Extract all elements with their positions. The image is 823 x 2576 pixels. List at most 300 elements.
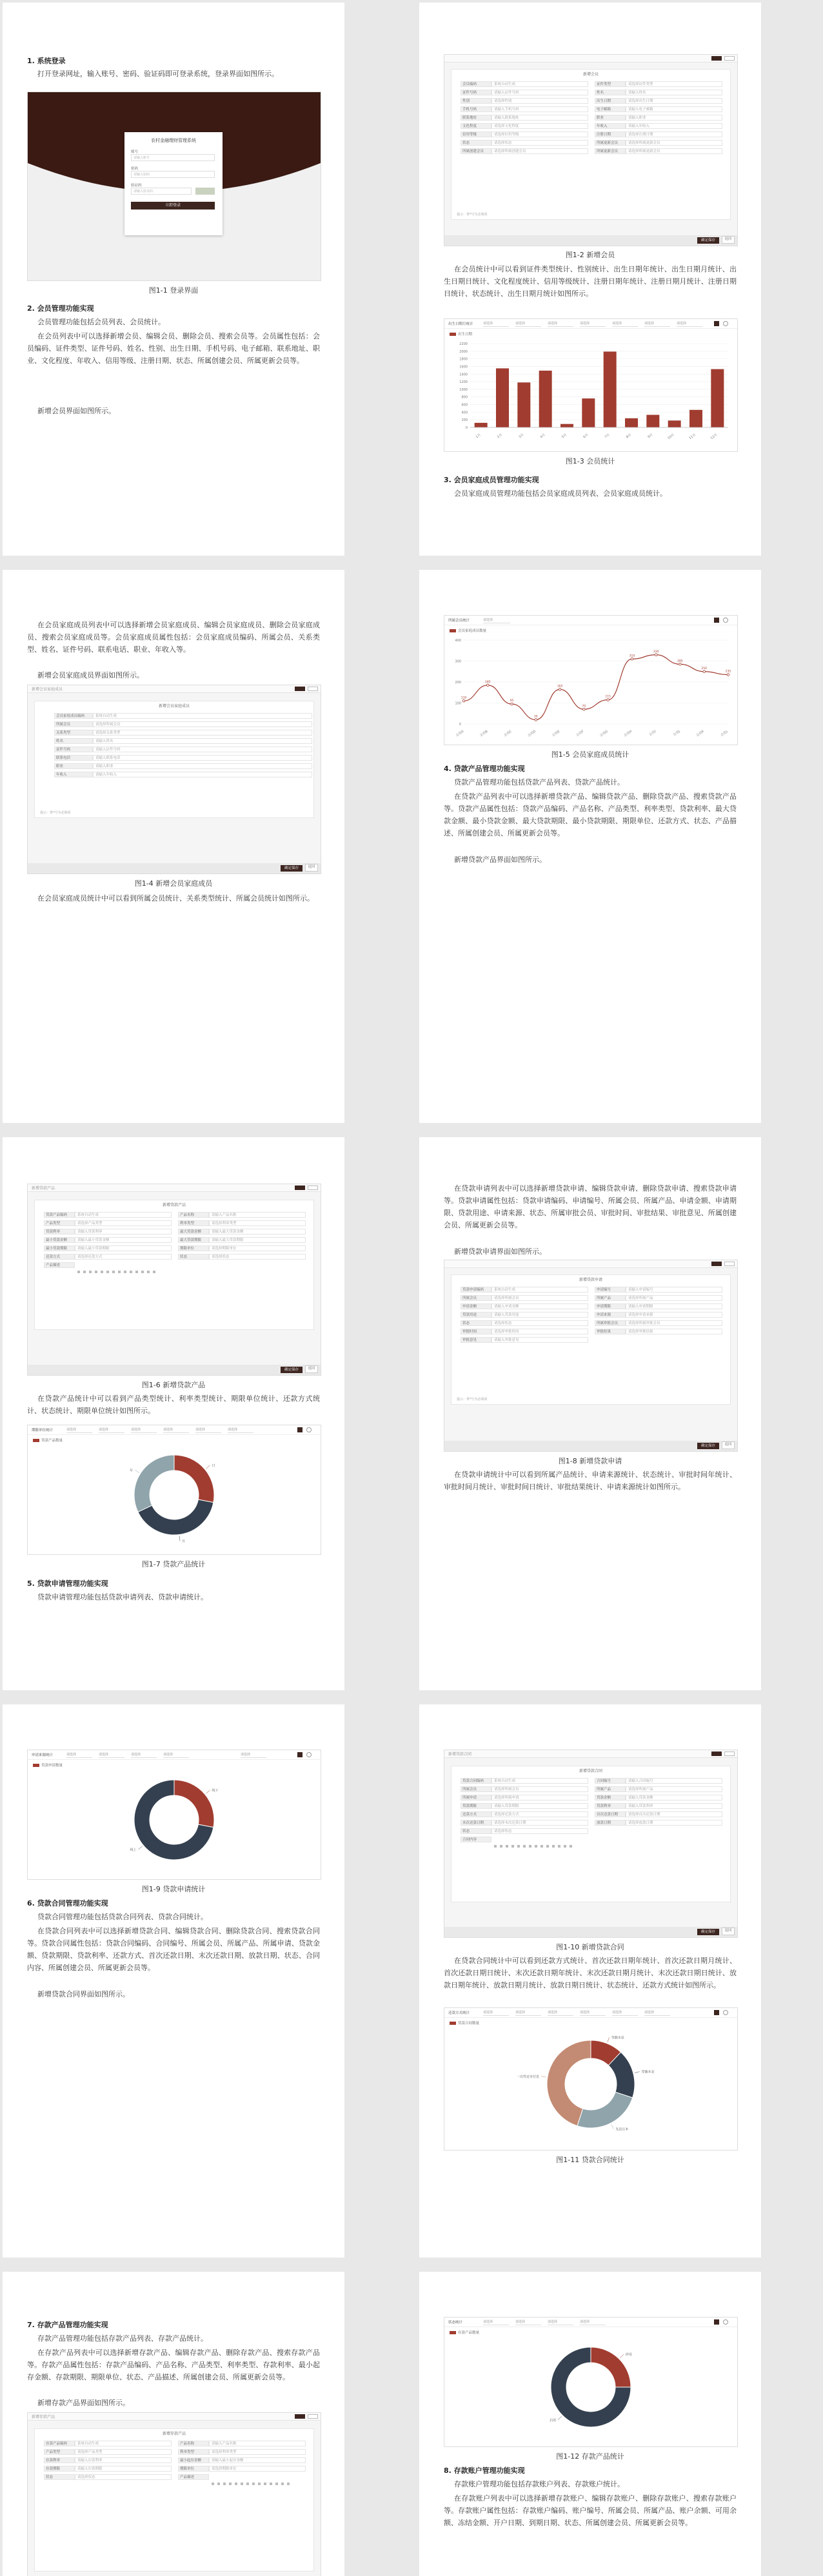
editor-tool-icon[interactable] <box>287 2483 290 2485</box>
search-icon[interactable] <box>297 1752 302 1757</box>
slice-leader-line <box>611 2124 614 2129</box>
field-input[interactable]: 请输入审批意见 <box>491 1337 588 1343</box>
x-tick-label: 5月 <box>560 433 568 440</box>
back-button[interactable]: 返回 <box>722 1927 735 1935</box>
password-input[interactable]: 请输入密码 <box>131 171 215 178</box>
field-input[interactable]: 请输入证件号码 <box>93 746 312 752</box>
loan-product-paragraph-1: 贷款产品管理功能包括贷款产品列表、贷款产品统计。 <box>454 778 624 786</box>
field-input[interactable]: 请选择利率类型 <box>209 1220 306 1226</box>
search-icon[interactable] <box>714 2010 719 2015</box>
editor-tool-icon[interactable] <box>570 1845 572 1848</box>
save-button[interactable]: 确定保存 <box>281 865 302 872</box>
loan-contract-paragraph-3: 新增贷款合同界面如图所示。 <box>37 1990 130 1998</box>
stats-filter-3[interactable]: 请选择 <box>131 1752 157 1758</box>
stats-filter-2[interactable]: 请选择 <box>515 321 541 327</box>
editor-tool-icon[interactable] <box>529 1845 531 1848</box>
bar-chart <box>444 337 737 450</box>
field-input[interactable]: 请选择还款方式 <box>75 1254 172 1260</box>
field-input[interactable]: 请选择首次还款日期 <box>626 1811 722 1817</box>
field-input[interactable]: 请输入职业 <box>626 115 722 121</box>
editor-tool-icon[interactable] <box>535 1845 537 1848</box>
field-input[interactable]: 请输入联系电话 <box>93 755 312 761</box>
field-input[interactable]: 请选择还款方式 <box>491 1811 588 1817</box>
field-input[interactable]: 系统自动生成 <box>491 1287 588 1293</box>
maximize-icon[interactable] <box>295 2414 305 2419</box>
x-tick-label: 会员A <box>455 729 465 738</box>
editor-tool-icon[interactable] <box>106 1271 109 1273</box>
field-label: 所属会员 <box>461 1295 491 1301</box>
data-label: 110 <box>461 696 467 700</box>
legend-swatch <box>450 2022 456 2025</box>
editor-tool-icon[interactable] <box>118 1271 121 1273</box>
form-card <box>34 701 314 818</box>
bar <box>646 415 659 428</box>
y-tick-label: 1800 <box>459 357 468 362</box>
editor-tool-icon[interactable] <box>212 2483 214 2485</box>
field-input[interactable]: 请选择关系类型 <box>93 730 312 736</box>
close-icon[interactable] <box>308 2414 318 2419</box>
field-input[interactable]: 请选择放款日期 <box>626 1820 722 1826</box>
editor-tool-icon[interactable] <box>511 1845 514 1848</box>
field-input[interactable]: 请选择产品类型 <box>75 2449 172 2455</box>
data-point <box>462 699 465 702</box>
field-input[interactable]: 请选择所属会员 <box>93 721 312 727</box>
doc-page-7 <box>3 1704 344 2258</box>
maximize-icon[interactable] <box>295 687 305 691</box>
y-tick-label: 300 <box>455 659 461 664</box>
field-input[interactable]: 请选择状态 <box>491 1320 588 1326</box>
refresh-icon[interactable] <box>723 2319 728 2325</box>
field-input[interactable]: 请选择所属审批会员 <box>626 1320 722 1326</box>
field-input[interactable]: 请选择信用等级 <box>491 132 588 137</box>
x-tick-label: 1月 <box>475 433 482 440</box>
field-input[interactable]: 请选择状态 <box>209 1254 306 1260</box>
form-card <box>34 2428 314 2571</box>
stats-filter-1[interactable]: 请选择 <box>66 1752 92 1758</box>
search-icon[interactable] <box>714 618 719 623</box>
field-input[interactable]: 请选择期限单位 <box>209 2466 306 2472</box>
save-button[interactable]: 确定保存 <box>281 1367 302 1373</box>
field-input[interactable]: 请选择出生日期 <box>626 98 722 104</box>
field-input[interactable]: 请选择状态 <box>491 1828 588 1834</box>
field-label: 贷款申请编码 <box>461 1287 491 1293</box>
search-icon[interactable] <box>714 321 719 326</box>
legend-swatch <box>33 1764 39 1767</box>
editor-tool-icon[interactable] <box>523 1845 526 1848</box>
field-label: 申请期限 <box>595 1303 626 1309</box>
maximize-icon[interactable] <box>711 56 722 61</box>
x-tick-label: 12月 <box>709 433 719 441</box>
field-label: 期限单位 <box>178 2466 209 2472</box>
stats-filter-1[interactable]: 请选择 <box>483 618 510 623</box>
field-input[interactable]: 请选择状态 <box>491 140 588 146</box>
stats-filter-2[interactable]: 请选择 <box>515 2010 541 2016</box>
field-input[interactable]: 请选择所属产品 <box>626 1295 722 1301</box>
pie-slice <box>577 2092 633 2128</box>
editor-tool-icon[interactable] <box>540 1845 543 1848</box>
field-label: 贷款期限 <box>461 1803 491 1809</box>
stats-filter-6[interactable]: 请选择 <box>228 1427 253 1433</box>
stats-filter-2[interactable]: 请选择 <box>515 2319 541 2325</box>
editor-tool-icon[interactable] <box>558 1845 560 1848</box>
back-button[interactable]: 返回 <box>305 864 318 872</box>
add-loan-product-screenshot <box>27 1184 321 1376</box>
data-point <box>535 719 537 721</box>
deposit-account-paragraph-1: 存款账户管理功能包括存款账户列表、存款账户统计。 <box>454 2480 624 2488</box>
save-button[interactable]: 确定保存 <box>697 1443 719 1449</box>
stats-filter-3[interactable]: 请选择 <box>548 321 573 327</box>
field-label: 贷款利率 <box>44 1229 75 1234</box>
y-tick-label: 2000 <box>459 349 468 354</box>
field-input[interactable]: 请输入最大贷款金额 <box>209 1229 306 1234</box>
field-input[interactable]: 请输入申请金额 <box>491 1303 588 1309</box>
field-input[interactable]: 请选择申请来源 <box>626 1312 722 1318</box>
stats-filter-5[interactable]: 请选择 <box>612 2010 638 2016</box>
stats-filter-3[interactable]: 请选择 <box>548 2319 573 2325</box>
field-input[interactable]: 请输入姓名 <box>93 738 312 744</box>
stats-filter-5[interactable]: 请选择 <box>241 1752 266 1758</box>
field-input[interactable]: 请选择期限单位 <box>209 1245 306 1251</box>
doc-page-1 <box>3 3 344 556</box>
form-card <box>34 1200 314 1330</box>
stats-toolbar <box>28 1750 321 1760</box>
stats-filter-3[interactable]: 请选择 <box>548 2010 573 2016</box>
field-input[interactable]: 请输入合同编号 <box>626 1778 722 1784</box>
refresh-icon[interactable] <box>723 321 728 326</box>
stats-filter-1[interactable]: 请选择 <box>483 321 509 327</box>
editor-tool-icon[interactable] <box>229 2483 232 2485</box>
window-titlebar <box>28 685 321 693</box>
editor-tool-icon[interactable] <box>246 2483 249 2485</box>
field-label: 联系地址 <box>461 115 491 121</box>
section-heading-loan-contract: 6. 贷款合同管理功能实现 <box>27 1899 108 1908</box>
field-input[interactable]: 请选择末次还款日期 <box>491 1820 588 1826</box>
stats-filter-2[interactable]: 请选择 <box>99 1427 124 1433</box>
y-tick-label: 400 <box>461 411 468 415</box>
donut-chart <box>444 2336 737 2445</box>
field-label: 职业 <box>54 763 93 769</box>
field-input[interactable]: 请输入产品名称 <box>209 2441 306 2446</box>
field-input[interactable]: 请选择所属产品 <box>626 1786 722 1792</box>
editor-tool-icon[interactable] <box>500 1845 502 1848</box>
field-input[interactable]: 请输入年收入 <box>626 123 722 129</box>
field-label: 所属产品 <box>595 1786 626 1792</box>
field-label: 最大贷款金额 <box>178 1229 209 1234</box>
username-input[interactable]: 请输入账号 <box>131 154 215 161</box>
back-button[interactable]: 返回 <box>722 1441 735 1449</box>
field-input[interactable]: 请输入存款利率 <box>75 2457 172 2463</box>
stats-toolbar-title: 还款方式统计 <box>448 2011 470 2015</box>
editor-tool-icon[interactable] <box>275 2483 278 2485</box>
field-label: 存款利率 <box>44 2457 75 2463</box>
field-input[interactable]: 请输入贷款金额 <box>626 1795 722 1800</box>
field-label: 文化程度 <box>461 123 491 129</box>
x-tick-label: 会员B <box>479 729 489 738</box>
maximize-icon[interactable] <box>711 1262 722 1266</box>
editor-tool-icon[interactable] <box>135 1271 138 1273</box>
editor-tool-icon[interactable] <box>124 1271 126 1273</box>
donut-chart <box>444 2026 737 2149</box>
editor-tool-icon[interactable] <box>217 2483 220 2485</box>
field-label: 产品名称 <box>178 1212 209 1218</box>
field-input[interactable]: 请输入产品名称 <box>209 1212 306 1218</box>
stats-filter-5[interactable]: 请选择 <box>195 1427 221 1433</box>
field-input[interactable]: 请输入贷款期限 <box>491 1803 588 1809</box>
field-input[interactable]: 请选择所属申请 <box>491 1795 588 1800</box>
editor-tool-icon[interactable] <box>517 1845 520 1848</box>
section-heading-deposit-account: 8. 存款账户管理功能实现 <box>444 2466 525 2475</box>
field-input[interactable]: 请输入手机号码 <box>491 106 588 112</box>
loan-application-paragraph-1: 贷款申请管理功能包括贷款申请列表、贷款申请统计。 <box>37 1593 208 1601</box>
editor-tool-icon[interactable] <box>281 2483 284 2485</box>
bar <box>689 410 702 427</box>
data-label: 310 <box>629 654 635 658</box>
loan-product-stats-paragraph: 在贷款产品统计中可以看到产品类型统计、利率类型统计、期限单位统计、还款方式统计、状态统计、期限单位统计如图所示。 <box>27 1394 320 1415</box>
editor-tool-icon[interactable] <box>77 1271 80 1273</box>
field-label: 状态 <box>461 1320 491 1326</box>
search-icon[interactable] <box>297 1427 302 1432</box>
stats-filter-4[interactable]: 请选择 <box>163 1427 189 1433</box>
field-input[interactable]: 请输入最小贷款期限 <box>75 1245 172 1251</box>
editor-tool-icon[interactable] <box>130 1271 132 1273</box>
close-icon[interactable] <box>308 687 318 691</box>
editor-tool-icon[interactable] <box>552 1845 555 1848</box>
y-tick-label: 0 <box>459 723 461 727</box>
x-tick-label: 会员H <box>623 729 633 738</box>
refresh-icon[interactable] <box>306 1427 312 1432</box>
field-label: 所属会员 <box>54 721 93 727</box>
field-input[interactable]: 系统自动生成 <box>491 81 588 87</box>
pie-slice <box>134 1455 174 1512</box>
slice-leader-line <box>541 2076 546 2077</box>
legend-swatch <box>450 629 456 632</box>
field-input[interactable]: 请选择审批时间 <box>491 1329 588 1334</box>
close-icon[interactable] <box>308 1186 318 1190</box>
slice-leader-line <box>139 1846 143 1849</box>
field-input[interactable]: 请输入贷款利率 <box>75 1229 172 1234</box>
slice-label: 停用 <box>625 2353 632 2357</box>
field-label: 所属创建会员 <box>461 148 491 154</box>
y-tick-label: 200 <box>461 418 468 423</box>
data-label: 20 <box>533 715 538 719</box>
save-button[interactable]: 确定保存 <box>697 1929 719 1935</box>
editor-tool-icon[interactable] <box>147 1271 150 1273</box>
field-input[interactable]: 请选择证件类型 <box>626 81 722 87</box>
captcha-image[interactable] <box>195 188 215 195</box>
slice-label: 线下 <box>212 1789 219 1793</box>
legend-label: 会员家庭成员数量 <box>458 629 487 633</box>
data-point <box>631 658 633 660</box>
slice-label: 月 <box>182 1539 186 1544</box>
x-tick-label: 会员E <box>551 729 561 738</box>
slice-leader-line <box>558 2416 562 2420</box>
form-fields <box>35 2429 313 2571</box>
close-icon[interactable] <box>724 1751 735 1756</box>
field-input[interactable]: 请输入年收入 <box>93 772 312 777</box>
editor-tool-icon[interactable] <box>264 2483 266 2485</box>
field-label: 所属审批会员 <box>595 1320 626 1326</box>
editor-tool-icon[interactable] <box>235 2483 237 2485</box>
y-tick-label: 100 <box>455 701 461 706</box>
y-tick-label: 1200 <box>459 380 468 385</box>
field-label: 证件号码 <box>461 90 491 95</box>
login-button[interactable]: 立即登录 <box>131 202 215 210</box>
editor-tool-icon[interactable] <box>95 1271 97 1273</box>
back-button[interactable]: 返回 <box>722 236 735 244</box>
field-input[interactable]: 请选择所属更新会员 <box>626 140 722 146</box>
pie-slice <box>174 1780 214 1828</box>
field-input[interactable]: 请输入最小贷款金额 <box>75 1237 172 1243</box>
captcha-input[interactable]: 请输入验证码 <box>131 188 192 195</box>
stats-filter-2[interactable]: 请选择 <box>99 1752 124 1758</box>
field-input[interactable]: 请选择所属创建会员 <box>491 148 588 154</box>
refresh-icon[interactable] <box>723 2010 728 2015</box>
field-input[interactable]: 请输入证件号码 <box>491 90 588 95</box>
close-icon[interactable] <box>724 56 735 61</box>
x-tick-label: 11月 <box>688 433 697 441</box>
field-input[interactable]: 请选择性别 <box>491 98 588 104</box>
field-input[interactable]: 请输入联系地址 <box>491 115 588 121</box>
field-label: 状态 <box>44 2474 75 2480</box>
field-input[interactable]: 请输入最小起存金额 <box>209 2457 306 2463</box>
field-label: 末次还款日期 <box>461 1820 491 1826</box>
stats-filter-4[interactable]: 请选择 <box>163 1752 189 1758</box>
add-loan-application-screenshot <box>444 1260 738 1452</box>
field-input[interactable]: 请选择文化程度 <box>491 123 588 129</box>
doc-page-9 <box>3 2272 344 2576</box>
field-input[interactable]: 请选择所属会员 <box>491 1786 588 1792</box>
maximize-icon[interactable] <box>295 1186 305 1190</box>
save-button[interactable]: 确定保存 <box>697 237 719 244</box>
field-input[interactable]: 请输入电子邮箱 <box>626 106 722 112</box>
field-label: 电子邮箱 <box>595 106 626 112</box>
editor-tool-icon[interactable] <box>564 1845 566 1848</box>
section-heading-family: 3. 会员家庭成员管理功能实现 <box>444 476 539 484</box>
stats-filter-4[interactable]: 请选择 <box>580 2319 606 2325</box>
editor-tool-icon[interactable] <box>270 2483 272 2485</box>
x-tick-label: 2月 <box>496 433 504 440</box>
family-paragraph-3: 新增会员家庭成员界面如图所示。 <box>37 671 144 679</box>
field-input[interactable]: 请输入申请期限 <box>626 1303 722 1309</box>
x-tick-label: 会员L <box>720 729 729 737</box>
stats-filter-4[interactable]: 请选择 <box>580 321 606 327</box>
editor-tool-icon[interactable] <box>506 1845 508 1848</box>
editor-tool-icon[interactable] <box>83 1271 86 1273</box>
field-input[interactable]: 请选择利率类型 <box>209 2449 306 2455</box>
back-button[interactable]: 返回 <box>305 1365 318 1373</box>
field-label: 手机号码 <box>461 106 491 112</box>
stats-filter-6[interactable]: 请选择 <box>644 2010 670 2016</box>
field-input[interactable]: 请选择所属会员 <box>491 1295 588 1301</box>
stats-filter-1[interactable]: 请选择 <box>483 2319 509 2325</box>
editor-tool-icon[interactable] <box>153 1271 155 1273</box>
x-tick-label: 会员F <box>575 729 585 738</box>
x-tick-label: 会员D <box>527 729 537 738</box>
form-footer <box>28 863 321 873</box>
bar <box>539 371 552 427</box>
field-label: 所属更新会员 <box>595 140 626 146</box>
editor-tool-icon[interactable] <box>258 2483 261 2485</box>
field-label: 最小贷款期限 <box>44 1245 75 1251</box>
editor-tool-icon[interactable] <box>141 1271 144 1273</box>
form-fields <box>451 1275 730 1404</box>
editor-tool-icon[interactable] <box>494 1845 497 1848</box>
editor-tool-icon[interactable] <box>223 2483 226 2485</box>
editor-tool-icon[interactable] <box>546 1845 549 1848</box>
stats-filter-4[interactable]: 请选择 <box>580 2010 606 2016</box>
field-label: 申请来源 <box>595 1312 626 1318</box>
stats-filter-3[interactable]: 请选择 <box>131 1427 157 1433</box>
editor-tool-icon[interactable] <box>252 2483 255 2485</box>
field-input[interactable]: 请选择注册日期 <box>626 132 722 137</box>
editor-tool-icon[interactable] <box>101 1271 103 1273</box>
x-tick-label: 会员J <box>672 729 681 737</box>
chart-legend <box>450 331 472 337</box>
figure-caption: 图1-11 贷款合同统计 <box>556 2156 624 2164</box>
rich-text-toolbar[interactable] <box>212 2475 293 2481</box>
legend-swatch <box>450 2331 456 2334</box>
deposit-account-paragraph-2: 在存款账户列表中可以选择新增存款账户、编辑存款账户、删除存款账户、搜索存款账户等。存款账户属性包括：存款账户编码、账户编号、所属会员、所属产品、账户余额、可用余额、冻结金额、开户日期、到期日期、状态、所属创建会员、所属更新会员等。 <box>444 2494 737 2527</box>
field-input[interactable]: 请输入贷款用途 <box>491 1312 588 1318</box>
field-input[interactable]: 请输入最大贷款期限 <box>209 1237 306 1243</box>
close-icon[interactable] <box>724 1262 735 1266</box>
refresh-icon[interactable] <box>306 1752 312 1757</box>
field-input[interactable]: 请输入存款期限 <box>75 2466 172 2472</box>
donut-chart <box>28 1443 321 1553</box>
legend-label: 贷款申请数量 <box>41 1764 63 1768</box>
figure-caption: 图1-10 新增贷款合同 <box>556 1943 624 1951</box>
field-input[interactable]: 请输入申请编号 <box>626 1287 722 1293</box>
maximize-icon[interactable] <box>711 1751 722 1756</box>
legend-label: 出生日期 <box>458 333 473 337</box>
editor-tool-icon[interactable] <box>112 1271 115 1273</box>
stats-filter-6[interactable]: 请选择 <box>644 321 670 327</box>
slice-label: 先息后本 <box>615 2127 629 2132</box>
field-input[interactable]: 请输入贷款利率 <box>626 1803 722 1809</box>
data-point <box>583 708 586 710</box>
field-input[interactable]: 请选择产品类型 <box>75 1220 172 1226</box>
field-input[interactable]: 请输入职业 <box>93 763 312 769</box>
loan-product-paragraph-2: 在贷款产品列表中可以选择新增贷款产品、编辑贷款产品、删除贷款产品、搜索贷款产品等。贷款产品属性包括：贷款产品编码、产品名称、产品类型、利率类型、贷款利率、最大贷款金额、最小贷款金额、最大贷款期限、最小贷款期限、期限单位、还款方式、状态、产品描述、所属创建会员、所属更新会员等。 <box>444 792 737 837</box>
field-input[interactable]: 系统自动生成 <box>491 1778 588 1784</box>
field-label: 状态 <box>178 1254 209 1260</box>
stats-filter-7[interactable]: 请选择 <box>677 321 702 327</box>
field-input[interactable]: 系统自动生成 <box>75 2441 172 2446</box>
stats-filter-1[interactable]: 请选择 <box>66 1427 92 1433</box>
field-input[interactable]: 系统自动生成 <box>93 713 312 719</box>
search-icon[interactable] <box>714 2319 719 2325</box>
stats-filter-5[interactable]: 请选择 <box>612 321 638 327</box>
data-point <box>486 684 489 687</box>
editor-tool-icon[interactable] <box>89 1271 92 1273</box>
refresh-icon[interactable] <box>723 618 728 623</box>
field-input[interactable]: 系统自动生成 <box>75 1212 172 1218</box>
pie-slice <box>174 1455 214 1503</box>
family-stats-paragraph: 在会员家庭成员统计中可以看到所属会员统计、关系类型统计、所属会员统计如图所示。 <box>37 894 314 903</box>
field-label: 年收入 <box>595 123 626 129</box>
data-point <box>703 670 706 673</box>
rich-text-toolbar[interactable] <box>77 1264 159 1269</box>
stats-filter-1[interactable]: 请选择 <box>483 2010 509 2016</box>
field-input[interactable]: 请选择所属更新会员 <box>626 148 722 154</box>
doc-page-5 <box>3 1137 344 1690</box>
field-input[interactable]: 请选择状态 <box>75 2474 172 2480</box>
field-input[interactable]: 请输入姓名 <box>626 90 722 95</box>
editor-tool-icon[interactable] <box>241 2483 243 2485</box>
field-input[interactable]: 请选择审批结果 <box>626 1329 722 1334</box>
member-stats-screenshot <box>444 318 738 452</box>
rich-text-toolbar[interactable] <box>494 1838 575 1843</box>
